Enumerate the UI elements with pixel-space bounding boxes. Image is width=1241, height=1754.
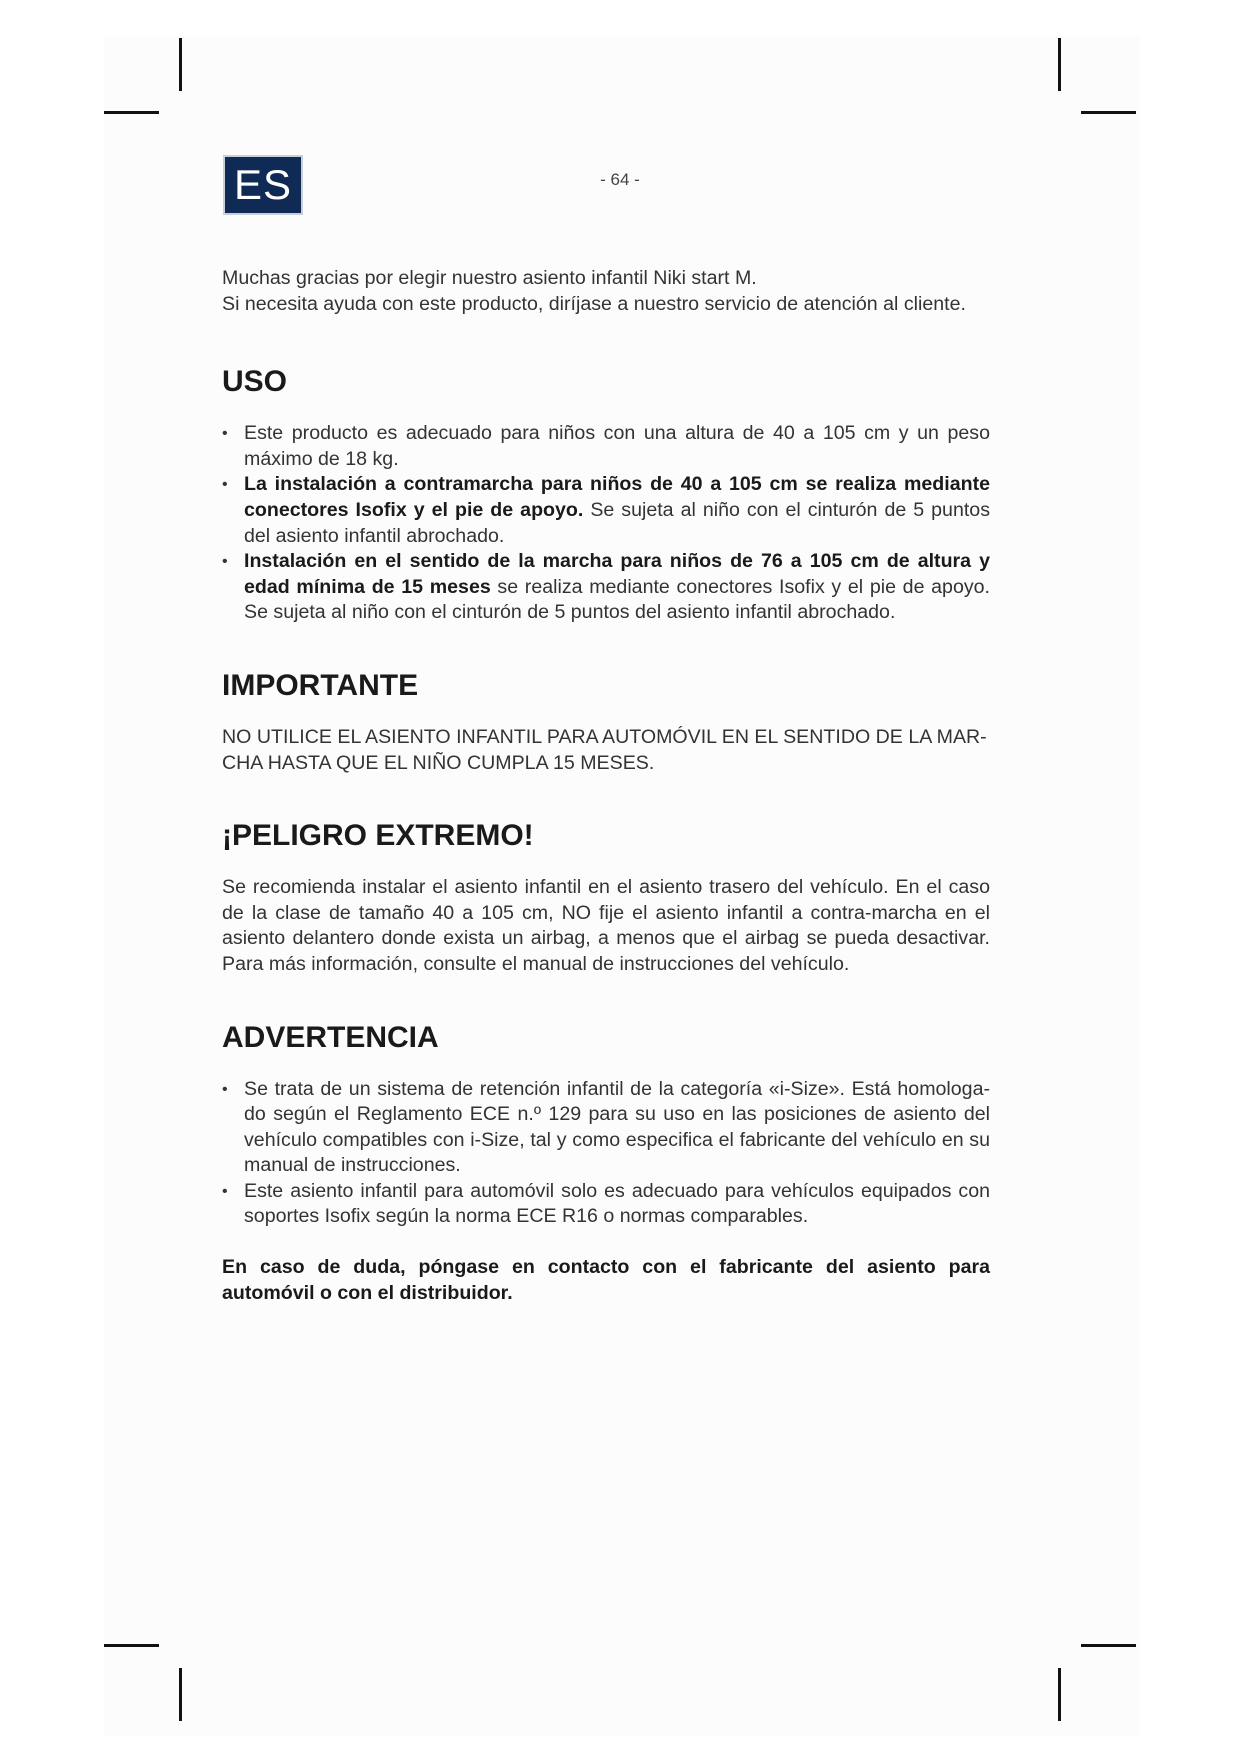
crop-mark-bottom-right-horizontal [1081,1644,1136,1647]
advertencia-heading: ADVERTENCIA [222,1020,439,1054]
document-body [222,266,990,1306]
importante-text: NO UTILICE EL ASIENTO INFANTIL PARA AUTOMÓVIL EN EL SENTIDO DE LA MAR-CHA HASTA QUE EL NIÑO CUMPLA 15 MESES. [222,725,987,774]
advertencia-section [222,1020,990,1307]
uso-item-2-text: Se sujeta al niño con el cinturón de 5 puntos del asiento infantil abrochado. [244,498,990,547]
peligro-heading: ¡PELIGRO EXTREMO! [222,819,534,853]
advertencia-closing-text: En caso de duda, póngase en contacto con el fabricante del asiento para automóvil o con el distribuidor. [222,1256,990,1304]
crop-mark-bottom-right-vertical [1058,1668,1061,1721]
uso-item-2-bold: La instalación a contramarcha para niños de 40 a 105 cm se realiza mediante conectores Isofix y el pie de apoyo. [244,473,990,521]
advertencia-item-1: • Se trata de un sistema de retención infantil de la categoría «i-Size». Está homologa-do según el Reglamento ECE n.º 129 para su uso en las posiciones de asiento del vehículo compatibles con i-Size, tal y como especifica el fabricante del vehículo en su manual de instrucciones. [222,1077,990,1179]
uso-item-1-text: Este producto es adecuado para niños con una altura de 40 a 105 cm y un peso máximo de 18 kg. [244,422,990,470]
advertencia-list [222,1077,990,1231]
uso-item-1 [222,421,990,472]
language-badge: ES [223,155,303,215]
uso-list [222,421,990,626]
crop-mark-top-left-horizontal [104,111,159,114]
crop-mark-bottom-left-vertical [179,1668,182,1721]
importante-heading: IMPORTANTE [222,668,419,702]
uso-item-3 [222,549,990,626]
peligro-text: Se recomienda instalar el asiento infantil en el asiento trasero del vehículo. En el caso de la clase de tamaño 40 a 105 cm, NO fije el asiento infantil a contra-marcha en el asiento delantero donde exista un airbag, a menos que el airbag se pueda desactivar. Para más información, consulte el manual de instrucciones del vehículo. [222,876,990,975]
advertencia-closing [222,1255,990,1306]
intro-line-2: Si necesita ayuda con este producto, diríjase a nuestro servicio de atención al cliente. [222,292,966,315]
crop-mark-top-right-vertical [1058,38,1061,91]
crop-mark-top-right-horizontal [1081,111,1136,114]
uso-section [222,364,990,626]
uso-item-3-text: se realiza mediante conectores Isofix y el pie de apoyo. Se sujeta al niño con el cinturón de 5 puntos del asiento infantil abrochado. [244,575,990,624]
advertencia-item-2: • Este asiento infantil para automóvil solo es adecuado para vehículos equipados con soportes Isofix según la norma ECE R16 o normas comparables. [222,1179,990,1230]
page-number: - 64 - [600,170,640,189]
intro-section [222,266,990,317]
uso-item-3-bold: Instalación en el sentido de la marcha para niños de 76 a 105 cm de altura y edad mínima de 15 meses [244,550,990,598]
peligro-section [222,818,990,977]
uso-heading: USO [222,365,288,399]
crop-mark-top-left-vertical [179,38,182,91]
crop-mark-bottom-left-horizontal [104,1644,159,1647]
importante-section [222,668,990,776]
uso-item-2 [222,472,990,549]
intro-line-1: Muchas gracias por elegir nuestro asiento infantil Niki start M. [222,267,757,289]
